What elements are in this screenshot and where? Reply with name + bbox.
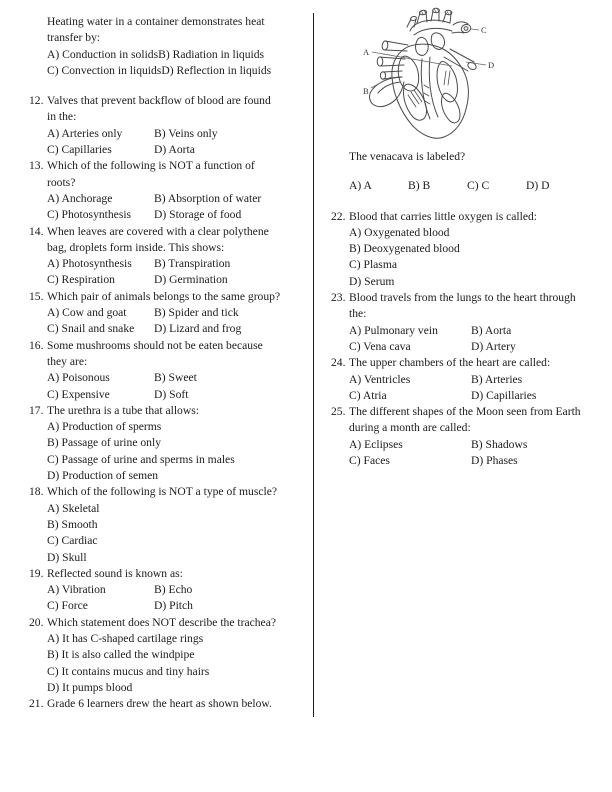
answer-option: B) Absorption of water <box>154 191 262 205</box>
answer-option: C) Vena cava <box>349 339 411 353</box>
option-row <box>47 582 310 598</box>
option-row <box>349 241 610 257</box>
question <box>28 566 310 615</box>
question-body <box>47 14 310 79</box>
answer-option: A) A <box>349 179 372 193</box>
question-number: 23. <box>331 291 346 305</box>
answer-option: C) Expensive <box>47 387 110 401</box>
left-column <box>28 14 310 712</box>
answer-option: D) Serum <box>349 274 395 288</box>
option-row <box>47 468 310 484</box>
option-row <box>349 178 610 194</box>
question-body <box>47 484 310 565</box>
question-text-line: Which of the following is NOT a type of muscle? <box>47 485 277 499</box>
answer-option: A) Eclipses <box>349 437 403 451</box>
question-text-line: Valves that prevent backflow of blood are found <box>47 94 271 108</box>
question-text-line: The upper chambers of the heart are called: <box>349 356 551 370</box>
label-line-a <box>372 52 452 66</box>
option-row <box>349 388 610 404</box>
option-row <box>47 387 310 403</box>
question-number: 17. <box>29 403 44 417</box>
answer-option: A) Pulmonary vein <box>349 323 438 337</box>
answer-option: D) Soft <box>154 387 189 401</box>
option-row <box>47 598 310 614</box>
question-body <box>349 404 610 469</box>
answer-option: A) Anchorage <box>47 191 113 205</box>
heart-label-a: A <box>363 47 370 57</box>
answer-option: D) Lizard and frog <box>154 322 242 336</box>
question-text-line: Grade 6 learners drew the heart as shown below. <box>47 697 272 711</box>
heart-label-b: B <box>363 86 369 96</box>
question-text-line: bag, droplets form inside. This shows: <box>47 240 225 254</box>
answer-option: C) Force <box>47 599 88 613</box>
answer-option: C) Atria <box>349 388 387 402</box>
answer-option: C) Cardiac <box>47 534 98 548</box>
question <box>28 338 310 403</box>
question <box>28 403 310 484</box>
answer-option: C) Capillaries <box>47 143 112 157</box>
question-text-line: When leaves are covered with a clear polythene <box>47 224 269 238</box>
question-number: 21. <box>29 697 44 711</box>
answer-option: B) Shadows <box>471 437 528 451</box>
question-body <box>47 338 310 403</box>
option-row <box>47 680 310 696</box>
question <box>28 158 310 223</box>
answer-option: D) D <box>526 179 550 193</box>
answer-option: B) Aorta <box>471 323 512 337</box>
option-row <box>47 370 310 386</box>
right-column <box>330 5 610 469</box>
answer-option: D) Production of semen <box>47 469 159 483</box>
answer-option: C) Respiration <box>47 273 115 287</box>
heart-diagram-svg <box>358 5 546 143</box>
question-body <box>349 355 610 404</box>
question-body <box>47 403 310 484</box>
answer-option: B) It is also called the windpipe <box>47 648 195 662</box>
answer-option: C) Photosynthesis <box>47 208 132 222</box>
answer-option: D) Germination <box>154 273 228 287</box>
question-body <box>349 209 610 290</box>
option-row <box>349 274 610 290</box>
answer-option: B) Veins only <box>154 126 218 140</box>
question-number: 12. <box>29 94 44 108</box>
question <box>330 149 610 195</box>
answer-option: A) Skeletal <box>47 501 100 515</box>
question-text-line: Reflected sound is known as: <box>47 566 183 580</box>
answer-option: A) Arteries only <box>47 126 123 140</box>
answer-option: A) Cow and goat <box>47 306 127 320</box>
question-number: 24. <box>331 356 346 370</box>
question-number: 16. <box>29 338 44 352</box>
question <box>28 696 310 712</box>
answer-option: B) Transpiration <box>154 257 231 271</box>
answer-option: A) Photosynthesis <box>47 257 132 271</box>
answer-option: B) Sweet <box>154 371 197 385</box>
question-body <box>47 224 310 289</box>
answer-option: C) Snail and snake <box>47 322 135 336</box>
answer-option: B) Echo <box>154 583 193 597</box>
answer-option: A) Poisonous <box>47 371 110 385</box>
option-row <box>349 372 610 388</box>
answer-option: D) Pitch <box>154 599 193 613</box>
question-text-line: The different shapes of the Moon seen from Earth <box>349 405 581 419</box>
answer-option: A) Production of sperms <box>47 420 162 434</box>
answer-option: D) Phases <box>471 454 518 468</box>
question-text-line: The venacava is labeled? <box>349 150 466 163</box>
answer-option: B) Passage of urine only <box>47 436 161 450</box>
option-row <box>349 437 610 453</box>
answer-option: D) Artery <box>471 339 516 353</box>
question-body <box>349 290 610 355</box>
question-text-line: Some mushrooms should not be eaten because <box>47 338 263 352</box>
option-row <box>47 126 310 142</box>
option-row <box>47 550 310 566</box>
question-body <box>47 158 310 223</box>
question-number: 22. <box>331 209 346 223</box>
answer-option: C) It contains mucus and tiny hairs <box>47 664 210 678</box>
answer-option: C) Plasma <box>349 258 397 272</box>
question-number: 19. <box>29 566 44 580</box>
answer-option: B) Spider and tick <box>154 306 239 320</box>
question-text-line: the: <box>349 307 367 321</box>
answer-option: A) It has C-shaped cartilage rings <box>47 631 204 645</box>
answer-option: B) Arteries <box>471 372 523 386</box>
question <box>28 93 310 158</box>
question-body <box>349 149 610 195</box>
answer-option: D) Storage of food <box>154 208 242 222</box>
option-row <box>47 435 310 451</box>
question <box>330 404 610 469</box>
answer-option: D) Capillaries <box>471 388 537 402</box>
option-row <box>47 631 310 647</box>
option-row <box>47 664 310 680</box>
question-text-line: they are: <box>47 354 88 368</box>
option-row <box>349 257 610 273</box>
question-text-line: Heating water in a container demonstrates heat <box>47 15 265 28</box>
answer-option: B) Smooth <box>47 517 98 531</box>
question <box>28 484 310 565</box>
heart-label-c: C <box>481 25 487 35</box>
question <box>28 224 310 289</box>
question-text-line: Which statement does NOT describe the trachea? <box>47 615 276 629</box>
question-number: 25. <box>331 405 346 419</box>
option-row <box>47 452 310 468</box>
option-row <box>349 453 610 469</box>
question-body <box>47 615 310 696</box>
question-text-line: Blood that carries little oxygen is called: <box>349 209 538 223</box>
option-row <box>47 142 310 158</box>
question-text-line: The urethra is a tube that allows: <box>47 403 199 417</box>
question-number: 20. <box>29 615 44 629</box>
question-text-line: Blood travels from the lungs to the heart through <box>349 291 576 305</box>
question-body <box>47 289 310 338</box>
question-number: 14. <box>29 224 44 238</box>
label-line-c <box>471 29 479 30</box>
option-row <box>47 517 310 533</box>
question-number: 18. <box>29 485 44 499</box>
answer-option: C) C <box>467 179 490 193</box>
column-divider <box>313 13 314 717</box>
answer-option: C) Convection in liquids <box>47 63 162 77</box>
question <box>330 290 610 355</box>
answer-option: B) B <box>408 179 431 193</box>
option-row <box>47 533 310 549</box>
answer-option: A) Conduction in solids <box>47 47 159 61</box>
option-row <box>349 323 610 339</box>
question-number: 15. <box>29 289 44 303</box>
option-row <box>47 256 310 272</box>
option-row <box>47 47 310 63</box>
heart-diagram <box>358 5 610 143</box>
answer-option: C) Faces <box>349 454 390 468</box>
question-text-line: in the: <box>47 110 77 124</box>
question-body <box>47 566 310 615</box>
option-row <box>47 272 310 288</box>
option-row <box>349 225 610 241</box>
answer-option: C) Passage of urine and sperms in males <box>47 452 235 466</box>
answer-option: D) Reflection in liquids <box>161 63 272 77</box>
heart-label-d: D <box>488 60 495 70</box>
question-body <box>47 696 310 712</box>
option-row <box>47 191 310 207</box>
answer-option: D) Aorta <box>154 143 195 157</box>
question <box>330 209 610 290</box>
answer-option: D) Skull <box>47 550 87 564</box>
answer-option: B) Deoxygenated blood <box>349 242 460 256</box>
option-row <box>47 501 310 517</box>
answer-option: A) Oxygenated blood <box>349 225 450 239</box>
question-text-line: Which pair of animals belongs to the same group? <box>47 289 281 303</box>
option-row <box>349 339 610 355</box>
question <box>330 355 610 404</box>
option-row <box>47 207 310 223</box>
answer-option: A) Vibration <box>47 583 106 597</box>
option-row <box>47 419 310 435</box>
answer-option: A) Ventricles <box>349 372 411 386</box>
option-row <box>47 647 310 663</box>
question-text-line: roots? <box>47 175 76 189</box>
question-text-line: Which of the following is NOT a function of <box>47 159 255 173</box>
option-row <box>47 63 310 79</box>
question-text-line: transfer by: <box>47 31 101 45</box>
question-number: 13. <box>29 159 44 173</box>
option-row <box>47 321 310 337</box>
question-text-line: during a month are called: <box>349 421 471 435</box>
question <box>28 289 310 338</box>
question <box>28 14 310 79</box>
answer-option: D) It pumps blood <box>47 680 133 694</box>
option-row <box>47 305 310 321</box>
question <box>28 615 310 696</box>
answer-option: B) Radiation in liquids <box>158 47 265 61</box>
question-body <box>47 93 310 158</box>
